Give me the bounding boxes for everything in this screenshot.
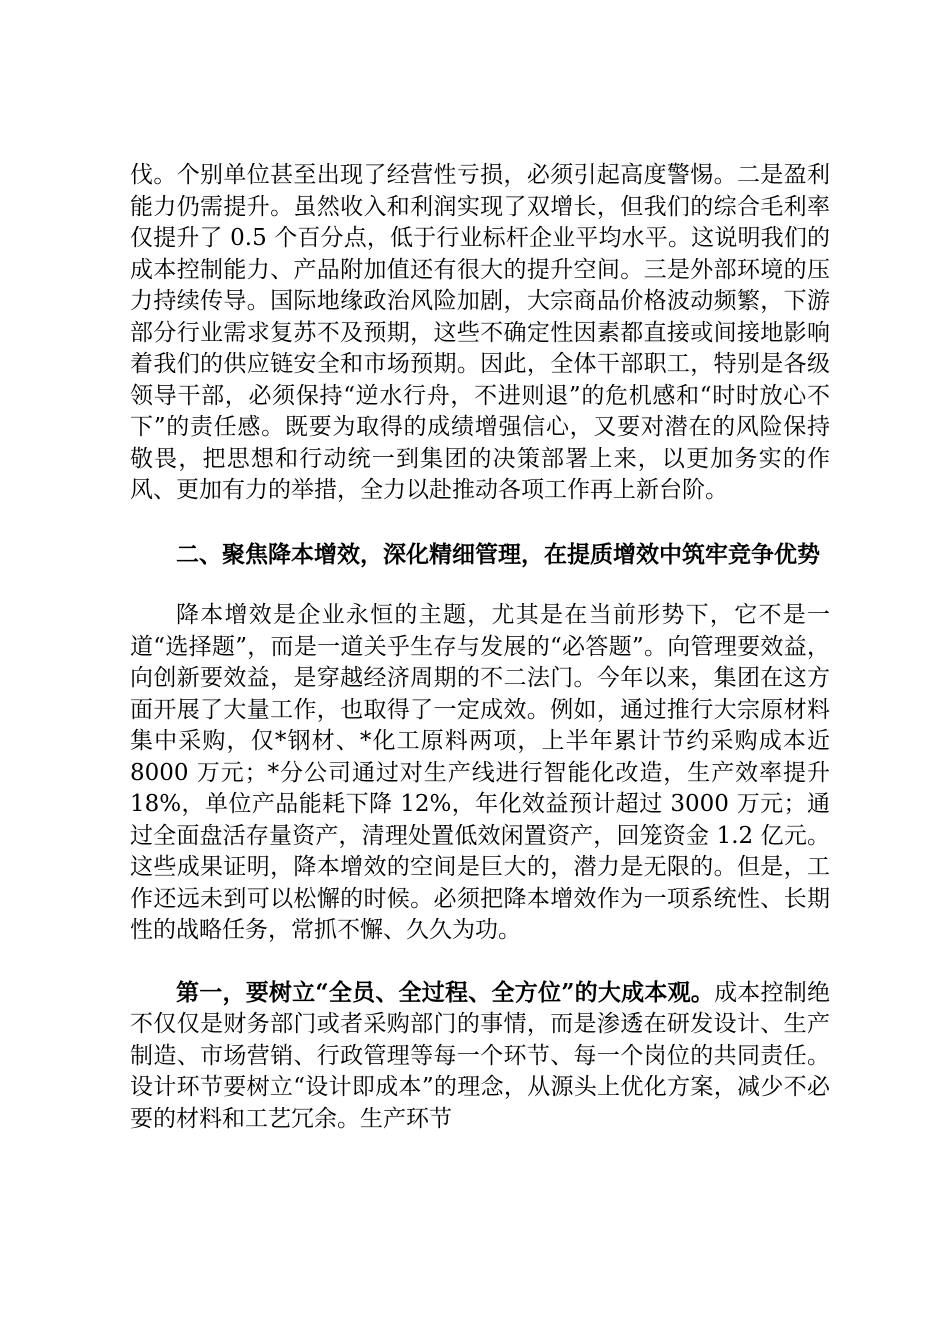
first-point-body: 成本控制绝不仅仅是财务部门或者采购部门的事情，而是渗透在研发设计、生产制造、市场营销、行政管理等每一个环节、每一个岗位的共同责任。设计环节要树立“设计即成本”的理念，从源头上优化方案，减少不必要的材料和工艺冗余。生产环节: [130, 979, 830, 1132]
first-point-paragraph: [130, 977, 830, 1136]
document-page: [130, 160, 830, 1135]
section-heading: 二、聚焦降本增效，深化精细管理，在提质增效中筑牢竞争优势: [176, 540, 820, 568]
intro-paragraph: 降本增效是企业永恒的主题，尤其是在当前形势下，它不是一道“选择题”，而是一道关乎生存与发展的“必答题”。向管理要效益，向创新要效益，是穿越经济周期的不二法门。今年以来，集团在这方面开展了大量工作，也取得了一定成效。例如，通过推行大宗原材料集中采购，仅*钢材、*化工原料两项，上半年累计节约采购成本近 8000 万元；*分公司通过对生产线进行智能化改造，生产效率提升 18%，单位产品能耗下降 12%，年化效益预计超过 3000 万元；通过全面盘活存量资产，清理处置低效闲置资产，回笼资金 1.2 亿元。这些成果证明，降本增效的空间是巨大的，潜力是无限的。但是，工作还远未到可以松懈的时候。必须把降本增效作为一项系统性、长期性的战略任务，常抓不懈、久久为功。: [130, 602, 830, 943]
continuation-paragraph: 伐。个别单位甚至出现了经营性亏损，必须引起高度警惕。二是盈利能力仍需提升。虽然收入和利润实现了双增长，但我们的综合毛利率仅提升了 0.5 个百分点，低于行业标杆企业平均水平。这说明我们的成本控制能力、产品附加值还有很大的提升空间。三是外部环境的压力持续传导。国际地缘政治风险加剧，大宗商品价格波动频繁，下游部分行业需求复苏不及预期，这些不确定性因素都直接或间接地影响着我们的供应链安全和市场预期。因此，全体干部职工，特别是各级领导干部，必须保持“逆水行舟，不进则退”的危机感和“时时放心不下”的责任感。既要为取得的成绩增强信心，又要对潜在的风险保持敬畏，把思想和行动统一到集团的决策部署上来，以更加务实的作风、更加有力的举措，全力以赴推动各项工作再上新台阶。: [130, 162, 830, 503]
first-point-lead: 第一，要树立“全员、全过程、全方位”的大成本观。: [176, 978, 715, 1006]
